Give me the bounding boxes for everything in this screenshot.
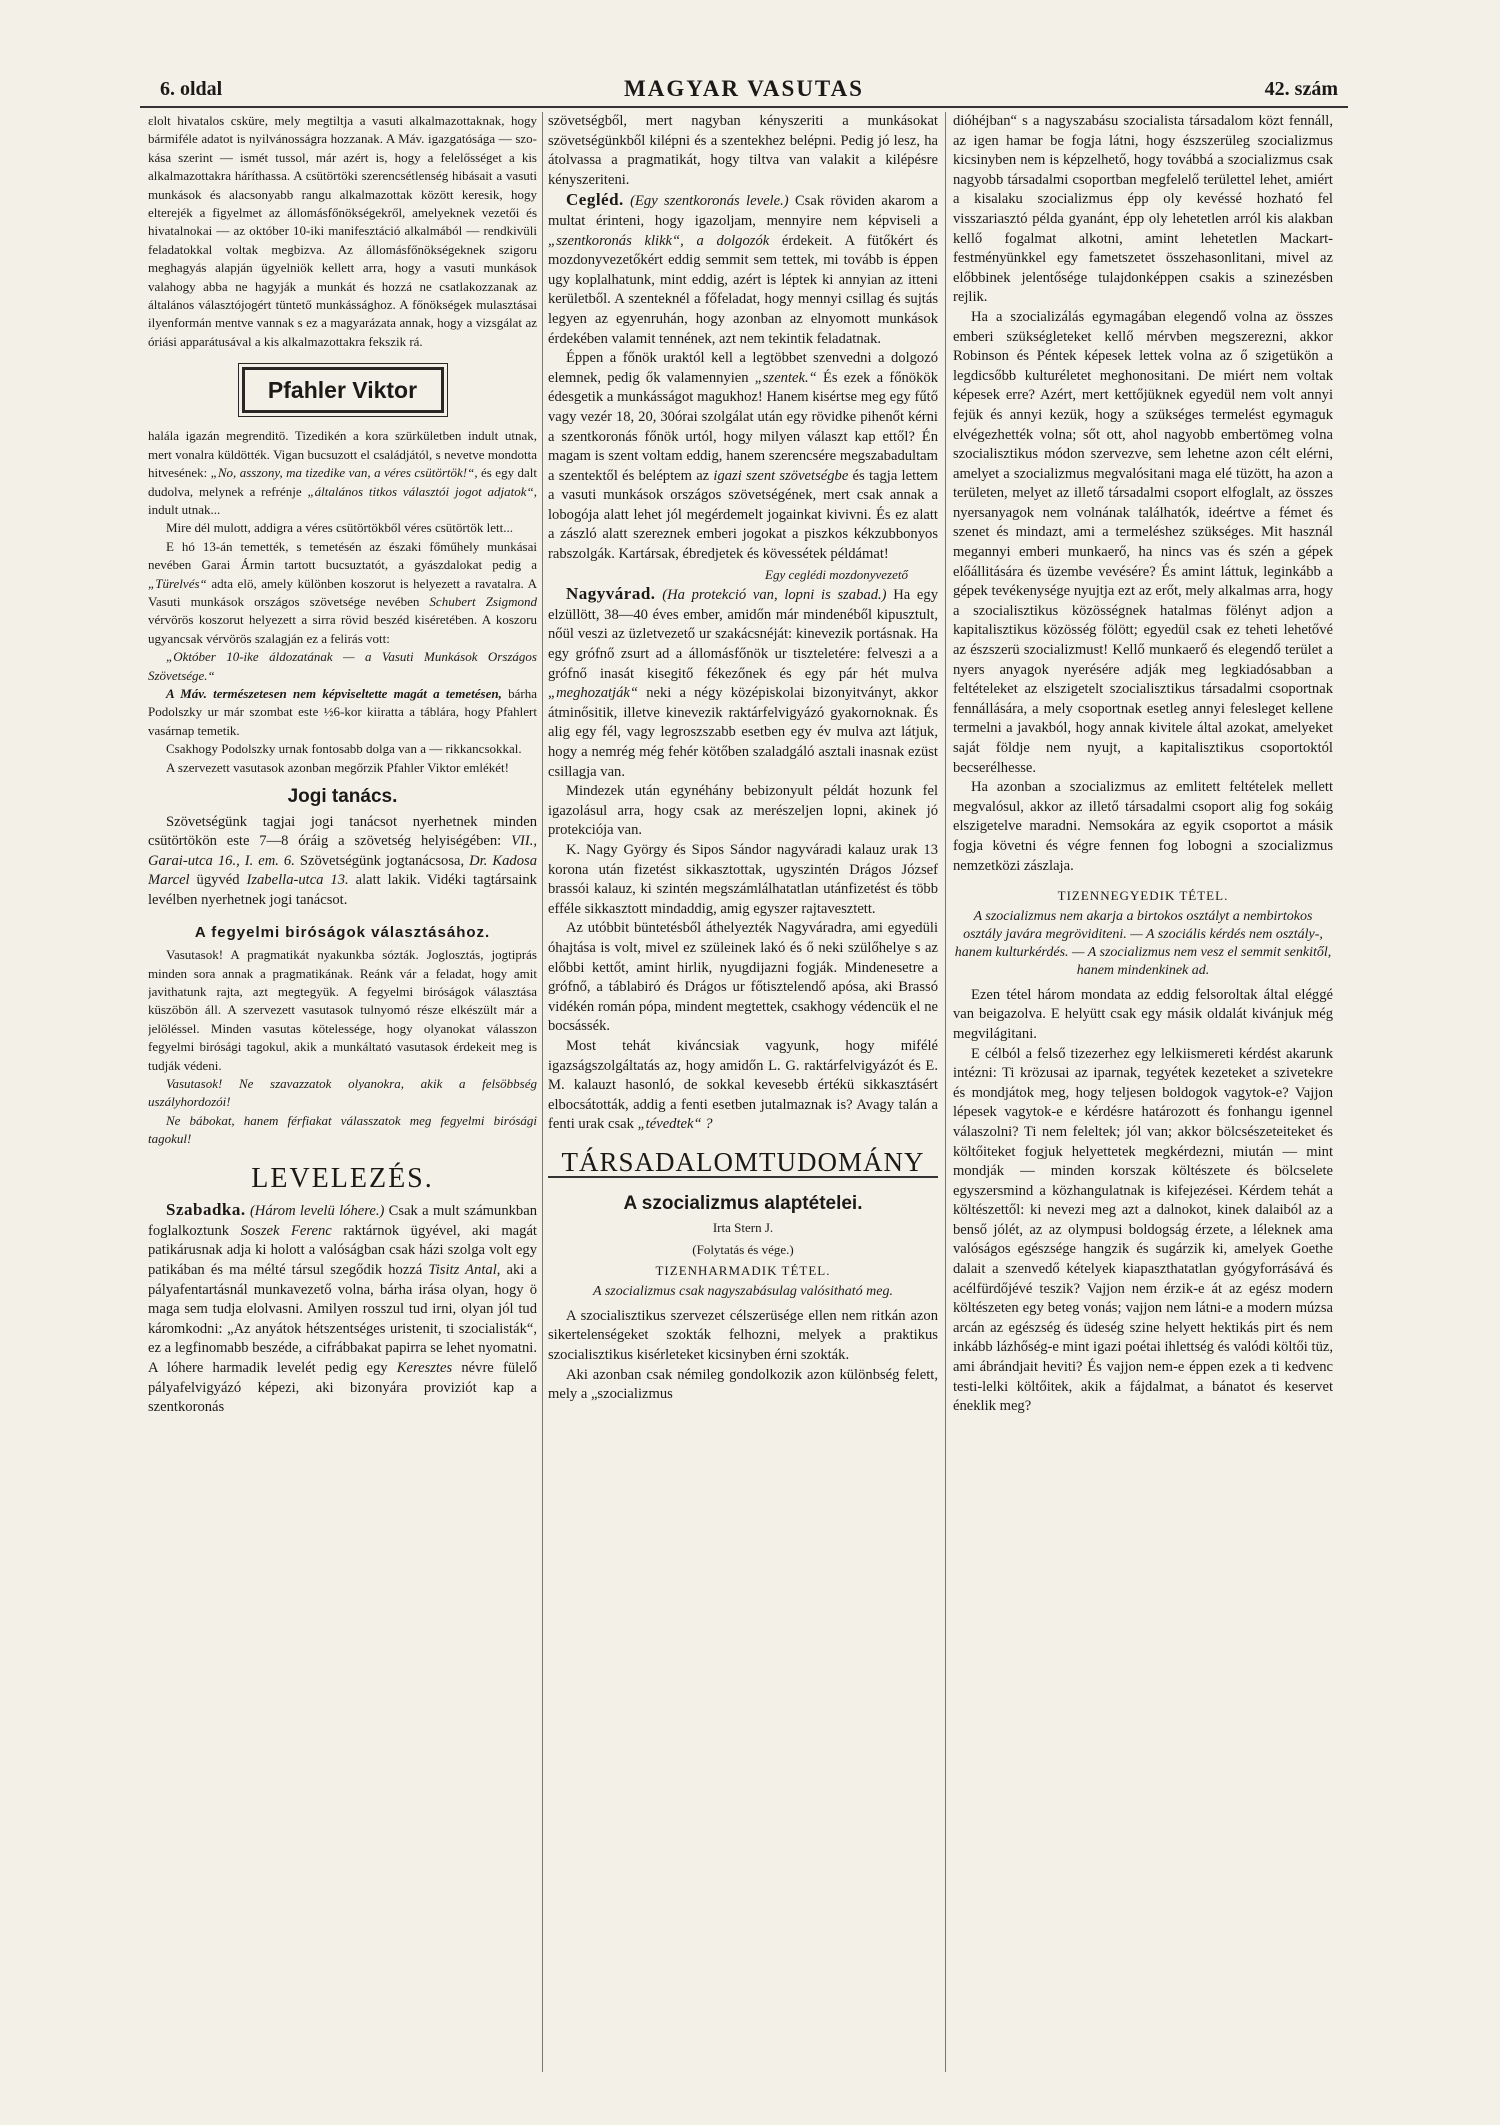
article-author: Irta Stern J.: [712, 1220, 774, 1236]
column-rule: [542, 112, 543, 2072]
article-paragraph: Éppen a főnök uraktól kell a legtöbbet szenvedni a dolgozó elemnek, pedig ők valamennyien „szentek.“ És ezek a főnökök édesgetik a munkásságot magukhoz! Hanem kisértse meg egy fűtő vagy vezér 18, 20, 30órai szolgálat után egy rövidke pihenőt kérni a szentkoronás főnök urtól, hogy milyen választ kap ettől? Én magam is szent voltam eddig, hanem szerencsére megszabadultam a szentektől és beléptem az igazi szent szövetségbe és tagja lettem a vasuti munkások országos szövetségének, mert csak annak a lobogója alatt lehet jól megérdemelt jogainkat kivivni. És ez alatt a zászló alatt szereznek emberi jogokat a piszkos kékzubbonyos rabszolgák. Kartársak, ébredjetek és kövessétek példámat!: [548, 350, 938, 563]
section-heading-fegyelmi: A fegyelmi biróságok választásához.: [194, 923, 491, 941]
article-paragraph: Ha a szocializálás egymagában elegendő volna az összes emberi szükségleteket kellő mérvben megszerezni, akkor Robinson és Péntek képesek lettek volna az ő szigetükön a legdicsőbb kulturéletet meghonositani. De miért nem voltak képesek erre? Azért, mert kettőjüknek egyedül nem volt annyi fejük és annyi kezük, hogy a szükséges termelést egymaguk elvégezhették volna; sőt ott, ahol nagyobb embertömeg volna szocialisztikus módon szervezve, sem lehetne azon célt elérni, amelyet a szocializmus megvalósitani maga elé tüzött, ha azon a területen, melyet az illető társadalmi csoport elfoglalt, az összes nyersanyagok nem volnának találhatók, ideértve a fémet és szenet és mindazt, ami a termeléshez szükséges. Mit használ megannyi emberi munkaerő, ha nincs vas és szén a gépek előállitására és üzembe vevésére? És amint láttuk, leginkább a gépek tevékenysége nyujtja ezt az erőt, mely alkalmas arra, hogy a szocialisztikus közösségnek hatalmas fölényt adjon a kapitalisztikus közösség fölött; egyedül csak ez teheti lehetővé az észszerü szocializmust! Kellő munkaerő és elegendő terület a nyers anyagok nyerésére adják meg legkiadósabban a feltételeket az elszigetelt szocialisztikus társadalmi csoportnak fennállására, a mely csoportnak esetleg annyi felesleget kellene termelni a javakból, hogy annak kivitele által azokat, amelyeket saját földje nem nyujt, a kapitalisztikus csoportoktól becserélhesse.: [953, 308, 1333, 776]
section-heading-jogi: Jogi tanács.: [287, 786, 398, 807]
article-paragraph: A Máv. természetesen nem képviseltette magát a temetésen, bárha Podolszky ur már szombat este ½6-kor kiiratta a táblára, hogy Pfahlert vasárnap temetik.: [148, 685, 537, 738]
article-paragraph: halála igazán megrenditö. Tizedikén a kora szürkületben indult utnak, mert vonalra küldötték. Vigan bucsuzott el családjától, s nevetve mondotta hitvesének: „No, asszony, ma tizedike van, a véres csütörtök!“, és egy dalt dudolva, melynek a refrénje „általános titkos választói jogot adjatok“, indult utnak...: [148, 428, 537, 517]
signature: Egy ceglédi mozdonyvezető: [765, 566, 908, 582]
wreath-inscription: „Október 10-ike áldozatának — a Vasuti Munkások Országos Szövetsége.“: [148, 649, 537, 683]
article-paragraph: Cegléd. (Egy szentkoronás levele.) Csak röviden akarom a multat érinteni, hogy igazoljam, mennyire nem képviseli a „szentkoronás klikk“, a dolgozók érdekeit. A fütőkért és mozdonyvezetőkért eddig semmit sem tettek, mi tovább is éppen ugy koplalhatunk, mint eddig, azért is léptek ki annyian az itteni kerületből. A szenteknél a főfeladat, hogy mennyi csillag és sujtás legyen az egyenruhán, hogy azonban az elnyomott munkások érdekében valamit tennének, azt nem tekintik feladatnak.: [548, 190, 938, 347]
article-paragraph: Csakhogy Podolszky urnak fontosabb dolga van a — rikkancsokkal.: [166, 741, 522, 757]
article-continuation: (Folytatás és vége.): [692, 1241, 794, 1257]
article-paragraph: Ha azonban a szocializmus az emlitett feltételek mellett megvalósul, akkor az illető társadalmi csoport alig fog sokáig elszigetelve maradni. Nemsokára az egyik csoportot a másik fogja követni és végre fennen fog lobogni a szocializmus nemzetközi zászlaja.: [953, 779, 1333, 874]
column-3: [953, 112, 1333, 2072]
article-paragraph: Aki azonban csak némileg gondolkozik azon különbség felett, mely a „szocializmus: [548, 1366, 938, 1403]
article-paragraph: Nagyvárad. (Ha protekció van, lopni is szabad.) Ha egy elzüllött, 38—40 éves ember, amidőn már mindenéből kipusztult, nőül veszi az üzletvezető ur szakácsnéját: kinevezik portásnak. Ha egy grófnő zsurt ad a állomásfőnök ur tiszteletére: felveszi a a grófnő inasát kisegitő fékezőnek és egy pár hét mulva „meghozatják“ neki a négy középiskolai bizonyitványt, akkor átminősitik, illetve kinevezik raktárfelvigyázó gyakornoknak. És alig egy fél, vagy legroszszabb esetben egy év mulva azt látjuk, hogy a nemrég még fehér kötőben szaladgáló asztali inasnak ezüst csillagja van.: [548, 584, 938, 780]
masthead: MAGYAR VASUTAS: [624, 76, 864, 101]
article-paragraph: ɛlolt hivatalos csküre, mely megtiltja a vasuti alkalmazottaknak, hogy bármiféle adatot is nyilvánosságra hozzanak. A Máv. igazgatósága — szokása szerint — ismét tussol, már azért is, hogy a felelősséget a kis alkalmazottakra háríthassa. A csütörtöki szerencsétlenség hibásait a vasuti munkások és alacsonyabb rangu alkalmazottak között keresik, hogy elterejék a figyelmet az állomásfőnökségekről, amelyeknek vezetői és hivatalnokai — az október 10-iki manifesztáció alkalmából — rendkivüli feladatokkal voltak megbizva. Az állomásfőnökségeknek szigoru meghagyás alapján ügyelniök kellett arra, hogy a vasuti munkások valahogy abba ne hagyják a munkát és hozzá ne csatlakozzanak az általános választójogért tüntető munkássághoz. A főnökségek mulasztásai ilyenformán mentve vannak s ez a magyarázata annak, hogy a vizsgálat az óriási apparátusával a kis alkalmazottakra fekszik rá.: [148, 113, 537, 349]
article-paragraph: Ne bábokat, hanem férfiakat válasszatok meg fegyelmi birósági tagokul!: [148, 1112, 537, 1147]
article-paragraph: Szövetségünk tagjai jogi tanácsot nyerhetnek minden csütörtökön este 7—8 óráig a szövetség helyiségében: VII., Garai-utca 16., I. em. 6. Szövetségünk jogtanácsosa, Dr. Kadosa Marcel ügyvéd Izabella-utca 13. alatt lakik. Vidéki tagtársaink levélben nyerhetnek jogi tanácsot.: [148, 813, 537, 908]
article-paragraph: Az utóbbit büntetésből áthelyezték Nagyváradra, ami egyedüli óhajtása is volt, mivel ez szüleinek lakó és ő neki szülőhelye s az előbbi kettőt, amint hirlik, nyugdijazni fogják. Mindenesetre a grófnő, a táblabiró és Drágos ur főtisztelendő apósa, aki Brassó vidékén román pópa, mindent megtettek, csakhogy védencük el ne bocsássék.: [548, 920, 938, 1035]
page-number: 6. oldal: [160, 78, 223, 100]
article-title: A szocializmus alaptételei.: [623, 1193, 863, 1215]
article-paragraph: E hó 13-án temették, s temetésén az északi főműhely munkásai nevében Garai Ármin tartott bucsuztatót, a gyászdalokat pedig a „Türelvés“ adta elö, amely különben koszorut is helyezett a ravatalra. A Vasuti munkások országos szövetsége nevében Schubert Zsigmond vérvörös koszorut helyezett a sirra rövid beszéd kiséretében. A koszoru ugyancsak vérvörös szalagján ez a felirás vott:: [148, 538, 537, 646]
article-paragraph: Vasutasok! Ne szavazzatok olyanokra, akik a felsöbbség uszályhordozói!: [148, 1076, 537, 1110]
article-paragraph: szövetségből, mert nagyban kényszeriti a munkásokat szövetségünkből kilépni és a szentekhez belépni. Pedig jó lesz, ha átolvassa a pragmatikát, hogy tiltva van valakit a kilépésre kényszeriteni.: [548, 113, 938, 188]
article-paragraph: Szabadka. (Három levelü lóhere.) Csak a mult számunkban foglalkoztunk Soszek Ferenc raktárnok ügyével, aki magát patikárusnak adja ki holott a valóságban csak házi szolga volt egy patikában és ma mélté társul szegődik hozzá Tisitz Antal, aki a pályafentartásnál munkavezető volna, bárha irása olyan, hogy ö maga sem tudja elolvasni. Amilyen rosszul tud irni, olyan jól tud káromkodni: „Az anyátok hétszentséges uristenit, ti szocialisták“, ez a legfinomabb beszéde, a cifrábbakat papirra se lehet nyomatni. A lóhere harmadik levelét pedig egy Keresztes névre fülelő pályafelvigyázó képezi, aki bizonyára proviziót kap a szentkoronás: [148, 1200, 537, 1416]
article-paragraph: Mindezek után egynéhány bebizonyult példát hozunk fel igazolásul arra, hogy csak az merészeljen lopni, akinek jó protekciója van.: [548, 783, 938, 839]
article-paragraph: A szocialisztikus szervezet célszerüsége ellen nem ritkán azon sikertelenségeket szokták felhozni, melyek a praktikus szocialisztikus kisérleteket kicsinyben érni szokták.: [548, 1307, 938, 1364]
thesis-statement: A szocializmus nem akarja a birtokos osztályt a nembirtokos osztály javára megröviditeni. — A szociális kérdés nem osztály-, hanem kulturkérdés. — A szocializmus nem vesz el semmit senkitől, hanem mindenkinek ad.: [954, 908, 1332, 978]
article-paragraph: dióhéjban“ s a nagyszabásu szocialista társadalom közt fennáll, az igen hamar be fogja látni, hogy észszerüleg szocializmus kicsinyben nem is képzelhető, hogy továbbá a szocializmus csak nagyobb társadalmi csoportban megfelelő területtel lehet, amiért a kisalaku szocializmus épp oly kevéssé hozható fel visszariasztó példa gyanánt, épp oly lehetetlen arról kis alakban kellő fogalmat alkotni, amint lehetetlen Mackart-festményünkkel egy fametszetet összehasonlitani, mivel az előbbinek jelentősége tulajdonképpen csakis a szinezésben rejlik.: [953, 113, 1333, 306]
thesis-statement: A szocializmus csak nagyszabásulag valósitható meg.: [593, 1283, 893, 1299]
article-paragraph: Vasutasok! A pragmatikát nyakunkba sózták. Joglosztás, jogtiprás minden sora annak a pragmatikának. Reánk vár a feladat, hogy amit javithatunk rajta, azt megtegyük. A fegyelmi biróságok választása küszöbön áll. A szervezett vasutasok tulnyomó része elkészült már a jelöléssel. Minden vasutas kötelessége, hogy olyanokat válasszon fegyelmi birósági tagokul, akik a munkáltató vasutasok érdekeit meg is tudják védeni.: [148, 947, 537, 1073]
article-paragraph: Mire dél mulott, addigra a véres csütörtökből véres csütörtök lett...: [166, 520, 513, 536]
thesis-heading: TIZENNEGYEDIK TÉTEL.: [1057, 888, 1229, 904]
section-heading-levelezes: LEVELEZÉS.: [251, 1162, 434, 1194]
article-paragraph: Ezen tétel három mondata az eddig felsoroltak által eléggé van beigazolva. E helyütt csak egy másik oldalát kivánjuk még megvilágitani.: [953, 986, 1333, 1042]
column-1: [148, 112, 537, 2072]
section-heading-tarsadalomtudomany: TÁRSADALOMTUDOMÁNY: [548, 1153, 938, 1179]
thesis-heading: TIZENHARMADIK TÉTEL.: [655, 1263, 831, 1279]
column-2: [548, 112, 938, 2072]
article-paragraph: K. Nagy György és Sipos Sándor nagyváradi kalauz urak 13 korona után fizetést sikkasztottak, ugyszintén Drágos József brassói kalauz, ki szintén megszámlálhatatlan utánfizetést és több efféle sikkasztott mindaddig, amig egyszer rajtavesztett.: [548, 841, 938, 917]
article-paragraph: E célból a felső tizezerhez egy lelkiismereti kérdést akarunk intézni: Ti krözusai az iparnak, tegyétek kezeteket a szivetekre és mondjátok meg, hogy teljesen boldogok vagytok-e? Vajjon lépesek vagytok-e e kérdésre határozott és fonhangu igennel válaszolni? Ti nem feleltek; jól van; akkor bölcsészeteiteket és költőiteket fogjuk helyettetek megkérdezni, miután — mint mondják — minden korszak költészete és bölcselete egyszersmind a közhangulatnak is kifejezései. Kérdem tehát a költészettől: ki nevezi meg azt a dalnokot, kinek dalaiból az a benső jólét, az az olympusi boldogság érzete, a léleknek ama valóságos egészsége hangzik és sugárzik ki, amelyek Goethe dalait a szenvedő kételyek kiapaszthatatlan gyógyforrásává és acélfürdőjévé teszik? Vajjon nem érzik-e át az egész modern költészeten egy beteg vonás; vajjon nem látni-e a modern múzsa arcán az egészség és üdeség szine helyett hektikás pirt és nem inkább lázhőség-e mint igazi poétai ihlettség és valódi költői tüz, ami ábrándjait heviti? És vajjon nem-e éppen ezek a ti kedvenc testi-lelki költőitek, akik a fájdalmat, a bánatot és keservet éneklik meg?: [953, 1045, 1333, 1415]
name-box-heading: Pfahler Viktor: [242, 367, 444, 413]
column-rule: [945, 112, 946, 2072]
page-header: [140, 74, 1348, 108]
article-paragraph: A szervezett vasutasok azonban megőrzik Pfahler Viktor emlékét!: [166, 759, 509, 775]
issue-number: 42. szám: [1264, 78, 1338, 100]
article-paragraph: Most tehát kiváncsiak vagyunk, hogy mifélé igazságszolgáltatás az, hogy amidőn L. G. raktárfelvigyázót és E. M. kalauzt hasonló, de sokkal kevesebb értékü sikkasztásért elbocsátották, addig a fenti esetben jutalmaznak is? Avagy talán a fenti urak csak „tévedtek“ ?: [548, 1037, 938, 1133]
